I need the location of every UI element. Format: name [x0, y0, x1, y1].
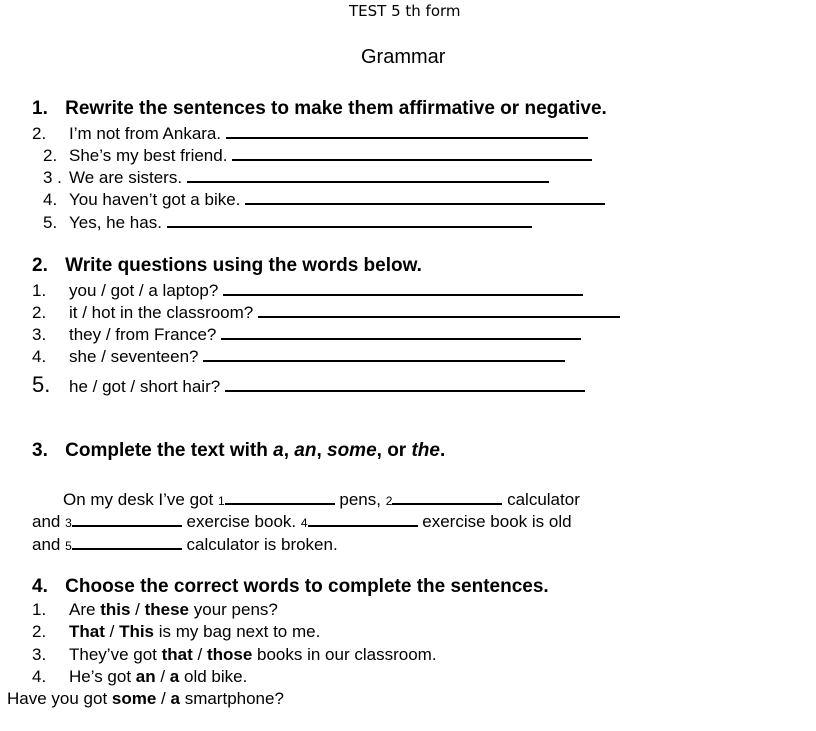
item-text: I’m not from Ankara.: [69, 124, 222, 143]
option-1[interactable]: an: [135, 667, 156, 686]
option-separator: /: [104, 622, 120, 641]
title-article-a: a: [273, 440, 284, 461]
item-number: 1.: [32, 600, 47, 619]
section-4-heading: [32, 577, 549, 596]
title-part: .: [439, 440, 446, 461]
section-1-title: Rewrite the sentences to make them affirmative or negative.: [65, 98, 607, 119]
text-part: calculator: [502, 490, 580, 509]
title-part: , or: [376, 440, 412, 461]
text-part: pens,: [334, 490, 386, 509]
item-number: 2.: [32, 622, 47, 641]
item-number: 2.: [32, 303, 47, 322]
answer-line[interactable]: [223, 280, 583, 296]
text-part: exercise book is old: [417, 512, 572, 531]
s1-item-2: [43, 145, 592, 164]
gap-line[interactable]: [72, 534, 182, 550]
answer-line[interactable]: [203, 346, 565, 362]
answer-line[interactable]: [187, 167, 549, 183]
gap-number: 1: [217, 494, 225, 508]
item-text: Yes, he has.: [69, 213, 162, 232]
answer-line[interactable]: [221, 324, 581, 340]
item-number: 2.: [32, 124, 47, 143]
section-3-title: [65, 440, 445, 461]
item-text: it / hot in the classroom?: [69, 303, 254, 322]
text-part: On my desk I’ve got: [63, 490, 218, 509]
s1-item-5: [43, 212, 532, 231]
s2-item-4: [32, 346, 565, 365]
option-2[interactable]: those: [206, 645, 253, 664]
option-separator: /: [130, 600, 145, 619]
option-1[interactable]: this: [100, 600, 131, 619]
s4-item-2: [32, 623, 320, 640]
s3-text-line-3: [32, 534, 338, 553]
item-number: 3 .: [43, 168, 62, 187]
item-number: 4.: [32, 667, 47, 686]
gap-line[interactable]: [308, 511, 418, 527]
item-number: 3.: [32, 325, 47, 344]
item-number: 4.: [32, 347, 47, 366]
item-text: is my bag next to me.: [154, 622, 321, 641]
s2-item-3: [32, 324, 581, 343]
section-3-number: 3.: [32, 440, 48, 461]
s3-text-line-1: [63, 489, 580, 508]
section-2-number: 2.: [32, 255, 48, 276]
item-text: he / got / short hair?: [69, 377, 221, 396]
text-part: and: [32, 535, 66, 554]
item-number: 5.: [43, 213, 58, 232]
item-text: your pens?: [189, 600, 278, 619]
section-4-title: Choose the correct words to complete the sentences.: [65, 576, 549, 597]
section-1-heading: [32, 99, 607, 118]
item-text: You haven’t got a bike.: [69, 190, 241, 209]
option-separator: /: [192, 645, 207, 664]
item-text: Have you got: [7, 689, 112, 708]
gap-line[interactable]: [392, 489, 502, 505]
option-separator: /: [155, 667, 170, 686]
s1-item-1: [32, 123, 588, 142]
title-part: ,: [316, 440, 327, 461]
text-part: and: [32, 512, 66, 531]
s4-item-4: [32, 668, 247, 685]
s2-item-2: [32, 302, 620, 321]
option-2[interactable]: a: [169, 667, 180, 686]
item-text: she / seventeen?: [69, 347, 199, 366]
gap-number: 3: [65, 516, 72, 530]
item-text: Are: [69, 600, 101, 619]
item-number: 3.: [32, 645, 47, 664]
gap-line[interactable]: [225, 489, 335, 505]
section-3-heading: [32, 441, 445, 460]
test-title: TEST 5 th form: [349, 2, 461, 20]
s2-item-5: [32, 374, 585, 396]
item-text: old bike.: [179, 667, 248, 686]
item-text: He’s got: [69, 667, 136, 686]
section-2-title: Write questions using the words below.: [65, 255, 422, 276]
option-separator: /: [156, 689, 171, 708]
option-2[interactable]: these: [144, 600, 190, 619]
text-part: calculator is broken.: [181, 535, 338, 554]
section-4-number: 4.: [32, 576, 48, 597]
option-1[interactable]: That: [69, 622, 105, 641]
title-article-some: some: [327, 440, 377, 461]
title-article-the: the: [411, 440, 440, 461]
s4-extra-item: [7, 690, 284, 707]
gap-line[interactable]: [72, 511, 182, 527]
item-text: they / from France?: [69, 325, 217, 344]
s2-item-1: [32, 280, 583, 299]
s1-item-4: [43, 189, 605, 208]
answer-line[interactable]: [245, 189, 605, 205]
answer-line[interactable]: [225, 376, 585, 392]
answer-line[interactable]: [226, 123, 588, 139]
option-2[interactable]: a: [170, 689, 180, 708]
s4-item-1: [32, 601, 278, 618]
section-2-heading: [32, 256, 422, 275]
item-text: They’ve got: [69, 645, 162, 664]
item-text: books in our classroom.: [252, 645, 437, 664]
item-number: 5.: [32, 372, 51, 397]
title-part: Complete the text with: [65, 440, 274, 461]
item-text: We are sisters.: [69, 168, 183, 187]
item-text: She’s my best friend.: [69, 146, 228, 165]
option-1[interactable]: some: [111, 689, 157, 708]
s3-text-line-2: [32, 511, 572, 530]
item-number: 4.: [43, 190, 58, 209]
answer-line[interactable]: [232, 145, 592, 161]
item-number: 1.: [32, 281, 47, 300]
text-part: exercise book.: [181, 512, 301, 531]
section-1-number: 1.: [32, 98, 48, 119]
page-title: Grammar: [361, 46, 446, 68]
s1-item-3: [43, 167, 549, 186]
gap-number: 4: [300, 516, 308, 530]
option-1[interactable]: that: [161, 645, 193, 664]
option-2[interactable]: This: [119, 622, 155, 641]
title-part: ,: [283, 440, 295, 461]
item-number: 2.: [43, 146, 58, 165]
gap-number: 2: [385, 494, 393, 508]
title-article-an: an: [294, 440, 317, 461]
item-text: smartphone?: [179, 689, 284, 708]
answer-line[interactable]: [167, 212, 532, 228]
s4-item-3: [32, 646, 437, 663]
answer-line[interactable]: [258, 302, 620, 318]
item-text: you / got / a laptop?: [69, 281, 219, 300]
gap-number: 5: [65, 539, 72, 553]
